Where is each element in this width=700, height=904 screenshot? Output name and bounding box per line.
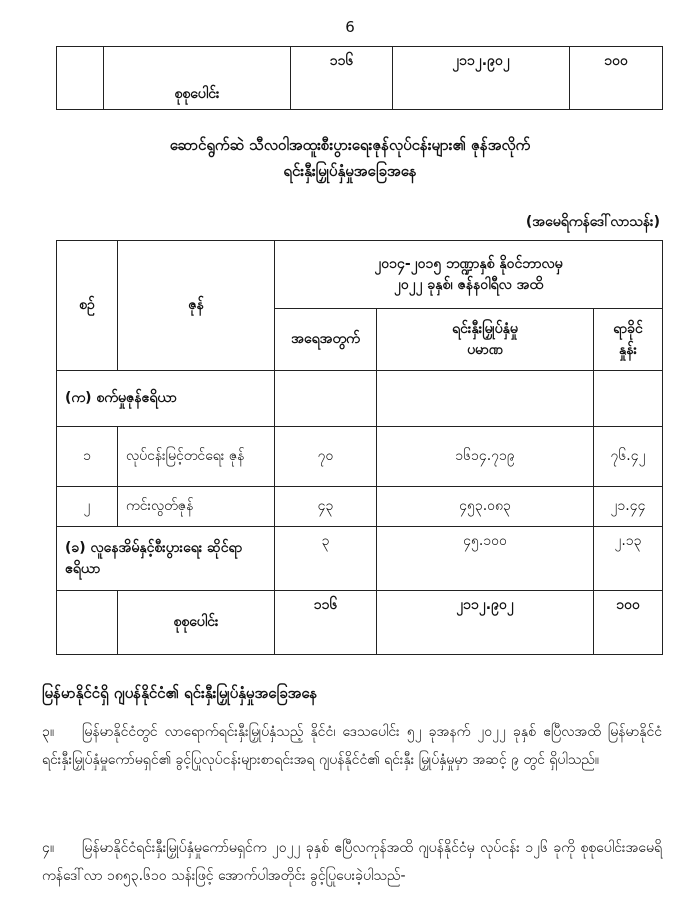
section-row xyxy=(57,371,663,427)
header-period-line1: ၂၀၁၄-၂၀၁၅ ဘဏ္ဍာနှစ် နိုဝင်ဘာလမှ xyxy=(374,255,563,272)
paragraph-text: မြန်မာနိုင်ငံတွင် လာရောက်ရင်းနှီးမြှုပ်နှံသည့် နိုင်ငံ၊ ဒေသပေါင်း ၅၂ ခုအနက် ၂၀၂၂ ခုနှစ် ဧပြီလအထိ မြန်မာနိုင်ငံရင်းနှီးမြှုပ်နှံမှုကော်မရှင်၏ ခွင့်ပြုလုပ်ငန်းများစာရင်းအရ ဂျပန်နိုင်ငံ၏ ရင်းနှီး မြှုပ်နှံမှုမှာ အဆင့် ၉ တွင် ရှိပါသည်။ xyxy=(42,724,662,768)
section-heading: မြန်မာနိုင်ငံရှိ ဂျပန်နိုင်ငံ၏ ရင်းနှီးမြှုပ်နှံမှုအခြေအနေ xyxy=(42,684,318,702)
unit-label: (အမေရိကန်ဒေါ်လာသန်း) xyxy=(525,214,660,230)
header-period xyxy=(275,241,663,309)
empty-cell xyxy=(57,47,104,110)
row-zone: ကင်းလွတ်ဇုန် xyxy=(118,487,275,527)
row-no: ၁ xyxy=(57,427,118,487)
total-count: ၁၁၆ xyxy=(291,47,393,110)
previous-table-total xyxy=(56,46,663,110)
empty-cell xyxy=(377,371,594,427)
section-b-amount: ၄၅.၁၀၀ xyxy=(377,527,594,591)
paragraph-number: ၄။ xyxy=(42,840,55,856)
header-percent-line1: ရာခိုင် xyxy=(613,320,643,337)
paragraph-3 xyxy=(42,718,662,774)
total-percent: ၁၀၀ xyxy=(570,47,663,110)
section-b-label: (ခ) လူနေအိမ်နှင့်စီးပွားရေး ဆိုင်ရာဧရိယာ xyxy=(57,527,275,591)
table-row xyxy=(57,427,663,487)
total-label: စုစုပေါင်း xyxy=(104,47,291,110)
total-percent: ၁၀၀ xyxy=(594,591,663,655)
paragraph-number: ၃။ xyxy=(42,724,55,740)
header-amount-line2: ပမာဏ xyxy=(467,341,503,358)
table-row xyxy=(57,47,663,110)
section-b-count: ၃ xyxy=(275,527,377,591)
header-row xyxy=(57,241,663,309)
total-count: ၁၁၆ xyxy=(275,591,377,655)
total-amount: ၂၁၁၂.၉၀၂ xyxy=(377,591,594,655)
section-row xyxy=(57,527,663,591)
header-percent-line2: နှုန်း xyxy=(618,341,638,358)
row-amount: ၁၆၁၄.၇၁၉ xyxy=(377,427,594,487)
table-title-line1: ဆောင်ရွက်ဆဲ သီလဝါအထူးစီးပွားရေးဇုန်လုပ်ငန်းများ၏ ဇုန်အလိုက် xyxy=(169,136,531,154)
page-number: 6 xyxy=(345,18,355,36)
empty-cell xyxy=(275,371,377,427)
row-percent: ၂၁.၄၄ xyxy=(594,487,663,527)
row-no: ၂ xyxy=(57,487,118,527)
header-no: စဉ် xyxy=(57,241,118,371)
row-amount: ၄၅၃.၀၈၃ xyxy=(377,487,594,527)
header-amount xyxy=(377,309,594,371)
empty-cell xyxy=(594,371,663,427)
row-percent: ၇၆.၄၂ xyxy=(594,427,663,487)
section-a-label: (က) စက်မှုဇုန်ဧရိယာ xyxy=(57,371,275,427)
table-title-line2: ရင်းနှီးမြှုပ်နှံမှုအခြေအနေ xyxy=(283,162,417,180)
table-row xyxy=(57,487,663,527)
header-zone: ဇုန် xyxy=(118,241,275,371)
header-count: အရေအတွက် xyxy=(275,309,377,371)
zone-investment-table xyxy=(56,240,663,655)
header-amount-line1: ရင်းနှီးမြှုပ်နှံမှု xyxy=(452,320,518,337)
paragraph-text: မြန်မာနိုင်ငံရင်းနှီးမြှုပ်နှံမှုကော်မရှင်က ၂၀၂၂ ခုနှစ် ဧပြီလကုန်အထိ ဂျပန်နိုင်ငံမှ လုပ်ငန်း ၁၂၆ ခုကို စုစုပေါင်းအမေရိကန်ဒေါ်လာ ၁၈၅၃.၆၁၀ သန်းဖြင့် အောက်ပါအတိုင်း ခွင့်ပြုပေးခဲ့ပါသည်- xyxy=(42,840,662,884)
row-count: ၇၀ xyxy=(275,427,377,487)
total-label: စုစုပေါင်း xyxy=(118,591,275,655)
row-zone: လုပ်ငန်းမြင့်တင်ရေး ဇုန် xyxy=(118,427,275,487)
section-b-percent: ၂.၁၃ xyxy=(594,527,663,591)
total-amount: ၂၁၁၂.၉၀၂ xyxy=(393,47,570,110)
total-row xyxy=(57,591,663,655)
header-percent xyxy=(594,309,663,371)
paragraph-4 xyxy=(42,834,662,890)
row-count: ၄၃ xyxy=(275,487,377,527)
empty-cell xyxy=(57,591,118,655)
header-period-line2: ၂၀၂၂ ခုနှစ်၊ ဇန်နဝါရီလ အထိ xyxy=(394,276,543,293)
